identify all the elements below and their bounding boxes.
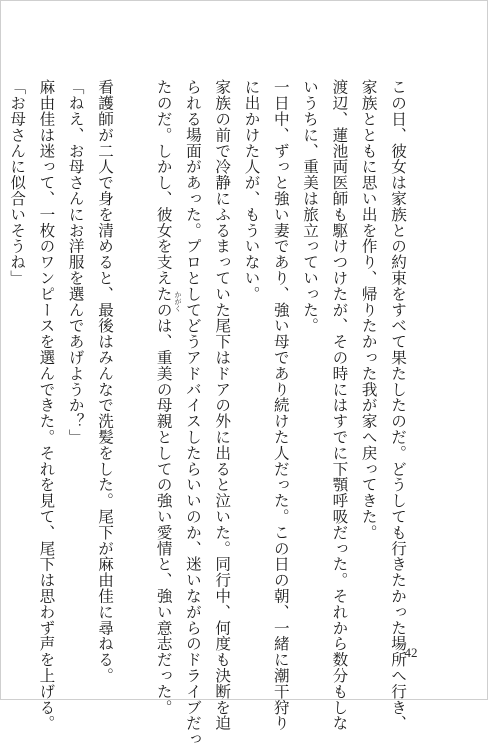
vertical-text-body bbox=[0, 79, 407, 747]
text-line: 渡辺、蓮池両医師も駆けつけたが、その時にはすでに下顎呼吸だった。それから数分もしな bbox=[330, 79, 349, 731]
text-line: に出かけた人が、もういない。 bbox=[242, 79, 261, 302]
text-line: この日、彼女は家族との約束をすべて果たしたのだ。どうしても行きたかった場所へ行き、 bbox=[389, 79, 407, 731]
text-line: られる場面があった。プロとしてどうアドバイスしたらいいのか、迷いながらのドライブだっ bbox=[183, 79, 202, 747]
text-line: 「ねえ、お母さんにお洋服を選んであげようか？」 bbox=[66, 79, 85, 445]
text-line: 麻由佳は迷って、一枚のワンピースを選んできた。それを見て、尾下は思わず声を上げる。 bbox=[37, 79, 56, 731]
text-line: 家族とともに思い出を作り、帰りたかった我が家へ戻ってきた。 bbox=[359, 79, 378, 541]
text-line: いうちに、重美は旅立っていった。 bbox=[301, 79, 320, 334]
text-line: 看護師が二人で身を清めると、最後はみんなで洗髪をした。尾下が麻由佳に尋ねる。 bbox=[96, 79, 115, 684]
text-line: 「お母さんに似合いそうね」 bbox=[8, 79, 27, 286]
text-line: 家族の前で冷静にふるまっていた尾下はドアの外に出ると泣いた。同行中、何度も決断を迫 bbox=[213, 79, 232, 731]
ruby-annotation: かがく bbox=[174, 291, 182, 312]
text-line: たのだ。しかし、彼女を支えたのは、重美の母親としての強い愛情と、強い意志だった。 bbox=[154, 79, 173, 715]
page-number: 42 bbox=[404, 645, 418, 660]
text-line: 一日中、ずっと強い妻であり、強い母であり続けた人だった。この日の朝、一緒に潮干狩り bbox=[271, 79, 290, 731]
